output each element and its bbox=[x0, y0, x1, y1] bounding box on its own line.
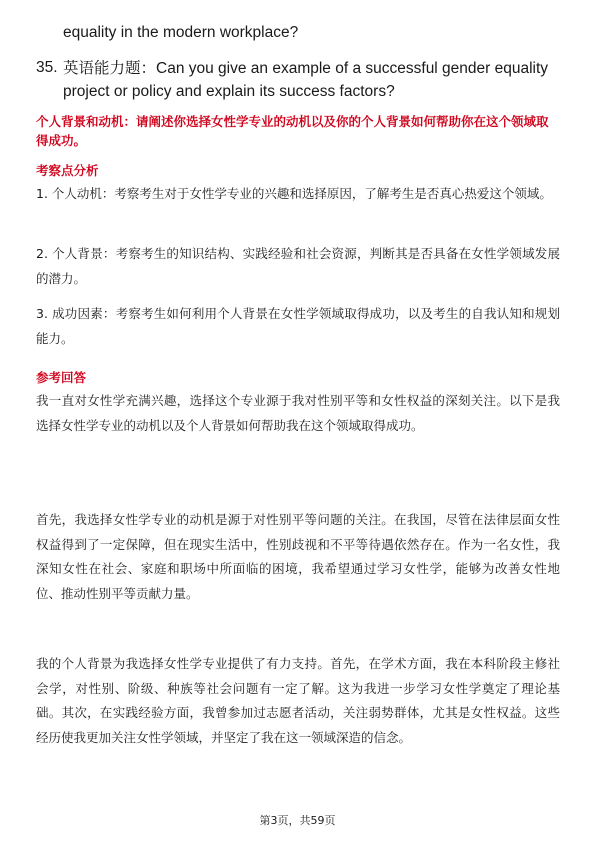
question-text bbox=[63, 57, 556, 103]
question-35 bbox=[36, 57, 556, 103]
page-footer: 第3页，共59页 bbox=[259, 814, 336, 827]
analysis-point: 1. 个人动机：考察考生对于女性学专业的兴趣和选择原因，了解考生是否真心热爱这个领域。 bbox=[36, 186, 552, 201]
question-category: 英语能力题： bbox=[63, 59, 157, 77]
reference-paragraph: 我一直对女性学充满兴趣，选择这个专业源于我对性别平等和女性权益的深刻关注。以下是我选择女性学专业的动机以及个人背景如何帮助我在这个领域取得成功。 bbox=[36, 393, 560, 433]
question-english-text: Can you give an example of a successful gender equality project or policy and explain its success factors? bbox=[63, 60, 549, 100]
reference-heading: 参考回答 bbox=[36, 370, 87, 385]
analysis-heading: 考察点分析 bbox=[36, 163, 99, 178]
reference-paragraph: 首先，我选择女性学专业的动机是源于对性别平等问题的关注。在我国，尽管在法律层面女性权益得到了一定保障，但在现实生活中，性别歧视和不平等待遇依然存在。作为一名女性，我深知女性在社会、家庭和职场中所面临的困境，我希望通过学习女性学，能够为改善女性地位、推动性别平等贡献力量。 bbox=[36, 512, 560, 601]
analysis-point: 2. 个人背景：考察考生的知识结构、实践经验和社会资源，判断其是否具备在女性学领域发展的潜力。 bbox=[36, 246, 560, 286]
reference-paragraph: 我的个人背景为我选择女性学专业提供了有力支持。首先，在学术方面，我在本科阶段主修社会学，对性别、阶级、种族等社会问题有一定了解。这为我进一步学习女性学奠定了理论基础。其次，在实践经验方面，我曾参加过志愿者活动，关注弱势群体，尤其是女性权益。这些经历使我更加关注女性学领域，并坚定了我在这一领域深造的信念。 bbox=[36, 656, 560, 745]
analysis-point: 3. 成功因素：考察考生如何利用个人背景在女性学领域取得成功，以及考生的自我认知和规划能力。 bbox=[36, 306, 560, 346]
question-number: 35. bbox=[36, 59, 58, 76]
question-continuation: equality in the modern workplace? bbox=[63, 24, 299, 41]
intro-heading: 个人背景和动机：请阐述你选择女性学专业的动机以及你的个人背景如何帮助你在这个领域取得成功。 bbox=[36, 114, 549, 148]
